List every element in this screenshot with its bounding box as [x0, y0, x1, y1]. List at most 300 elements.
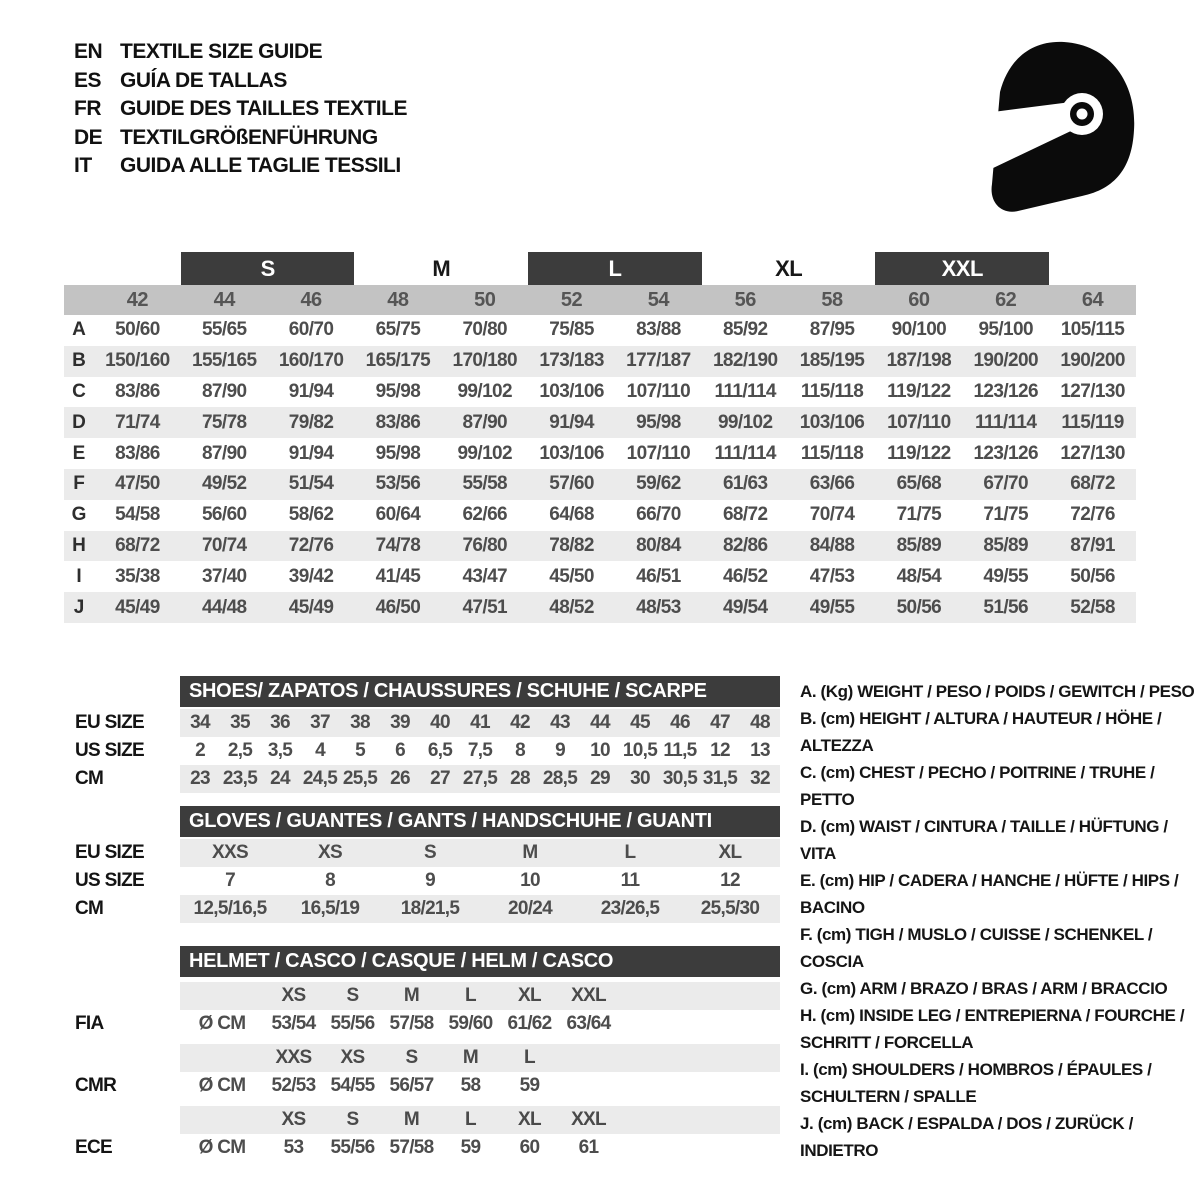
measurement-value: 49/55: [983, 565, 1028, 587]
shoes-value: 31,5: [702, 768, 738, 789]
measurement-value: 70/74: [809, 504, 855, 526]
helmet-size-value: 53: [283, 1137, 304, 1158]
measurement-value: 56/60: [201, 504, 247, 526]
measurement-value: 48/53: [636, 596, 681, 618]
helmet-size-value: 52/53: [271, 1075, 316, 1096]
shoes-value: 10: [590, 740, 610, 761]
helmet-unit-label: Ø CM: [198, 1013, 246, 1034]
measurement-value: 95/100: [978, 319, 1033, 341]
shoes-value: 28: [510, 768, 530, 789]
shoes-value: 13: [750, 740, 770, 761]
shoes-row-label: EU SIZE: [75, 712, 145, 733]
measurement-row: [64, 346, 1136, 377]
measurement-value: 91/94: [549, 411, 594, 433]
measurement-value: 58/62: [288, 504, 334, 526]
shoes-value: 10,5: [622, 740, 658, 761]
helmet-size-label: XXL: [571, 1109, 606, 1130]
measurement-value: 111/114: [714, 380, 776, 402]
measurement-value: 82/86: [722, 534, 768, 556]
size-group-label: S: [181, 252, 355, 285]
helmet-size-label: M: [462, 1047, 479, 1068]
helmet-size-value: 56/57: [389, 1075, 434, 1096]
measurement-value: 90/100: [891, 319, 947, 341]
size-band-value: 46: [300, 288, 322, 311]
measurement-value: 187/198: [886, 350, 952, 372]
helmet-size-value: 59/60: [448, 1013, 493, 1034]
shoes-value: 11,5: [663, 740, 697, 761]
helmet-size-section: [75, 946, 785, 1168]
measurement-row-label: B: [72, 350, 86, 372]
gloves-value: S: [424, 842, 436, 863]
shoes-value: 6: [395, 740, 405, 761]
measurement-value: 61/63: [722, 473, 768, 495]
measurement-value: 63/66: [809, 473, 855, 495]
gloves-row-label: EU SIZE: [75, 842, 145, 863]
measurement-value: 107/110: [626, 442, 691, 464]
measurement-value: 95/98: [375, 380, 421, 402]
helmet-size-value: 55/56: [330, 1137, 375, 1158]
gloves-value: 25,5/30: [700, 898, 760, 919]
measurement-row-label: C: [72, 380, 86, 402]
shoes-value: 3,5: [267, 740, 293, 761]
shoes-value: 39: [390, 712, 410, 733]
measurement-value: 123/126: [973, 442, 1038, 464]
measurement-value: 72/76: [1070, 504, 1115, 526]
helmet-sizes-row-label: [75, 982, 180, 1010]
measurement-value: 119/122: [887, 442, 951, 464]
shoes-value: 34: [190, 712, 210, 733]
shoes-row: [75, 765, 785, 793]
measurement-value: 55/65: [201, 319, 247, 341]
gloves-value: XXS: [212, 842, 248, 863]
measurement-row: [64, 407, 1136, 438]
helmet-size-value: 60: [519, 1137, 540, 1158]
helmet-sizes-row-values: [180, 982, 780, 1010]
helmet-size-value: 55/56: [330, 1013, 375, 1034]
measurement-value: 65/75: [375, 319, 421, 341]
helmet-sizes-row: [75, 982, 785, 1010]
measurement-value: 71/74: [115, 411, 160, 433]
gloves-value: 7: [225, 870, 235, 891]
measurement-value: 155/165: [192, 350, 257, 372]
measurement-value: 45/50: [549, 565, 594, 587]
measurement-value: 35/38: [115, 565, 160, 587]
shoes-value: 36: [270, 712, 290, 733]
gloves-row-label: CM: [75, 898, 104, 919]
helmet-standard-label: ECE: [75, 1137, 112, 1158]
gloves-row-values: [180, 895, 780, 923]
measurement-value: 59/62: [636, 473, 681, 495]
shoes-value: 45: [630, 712, 650, 733]
helmet-icon: [978, 36, 1138, 216]
helmet-size-value: 61/62: [507, 1013, 552, 1034]
gloves-value: 12: [720, 870, 740, 891]
shoes-section-title: SHOES/ ZAPATOS / CHAUSSURES / SCHUHE / SCARPE: [189, 680, 707, 702]
language-row: [74, 67, 407, 96]
legend-item: C. (cm) CHEST / PECHO / POITRINE / TRUHE / PETTO: [800, 763, 1155, 809]
shoes-row: [75, 737, 785, 765]
helmet-sizes-row: [75, 1044, 785, 1072]
measurement-value: 71/75: [896, 504, 942, 526]
measurement-value: 51/54: [288, 473, 334, 495]
shoes-value: 30,5: [662, 768, 698, 789]
measurement-value: 68/72: [722, 504, 768, 526]
measurement-row: [64, 469, 1136, 500]
legend-item: D. (cm) WAIST / CINTURA / TAILLE / HÜFTUNG / VITA: [800, 817, 1168, 863]
shoes-value: 30: [630, 768, 650, 789]
measurement-row: [64, 315, 1136, 346]
helmet-standard-label: CMR: [75, 1075, 117, 1096]
measurement-value: 190/200: [973, 350, 1038, 372]
shoes-row-label: CM: [75, 768, 104, 789]
shoes-value: 4: [315, 740, 325, 761]
measurement-legend: [800, 678, 1200, 1164]
gloves-value: 20/24: [507, 898, 553, 919]
measurement-value: 60/64: [375, 504, 421, 526]
measurement-value: 68/72: [1070, 473, 1115, 495]
measurement-row-label: D: [72, 411, 86, 433]
measurement-value: 67/70: [983, 473, 1028, 495]
measurement-row-label: E: [72, 442, 86, 464]
helmet-size-value: 53/54: [271, 1013, 316, 1034]
shoes-row-values: [180, 765, 780, 793]
helmet-size-value: 58: [460, 1075, 481, 1096]
gloves-row: [75, 839, 785, 867]
helmet-size-label: XXS: [275, 1047, 312, 1068]
measurement-value: 115/118: [800, 380, 864, 402]
shoes-value: 28,5: [542, 768, 578, 789]
measurement-row: [64, 377, 1136, 408]
helmet-size-label: XS: [340, 1047, 365, 1068]
helmet-section-title: HELMET / CASCO / CASQUE / HELM / CASCO: [189, 950, 614, 972]
measurement-value: 48/52: [549, 596, 594, 618]
measurement-value: 48/54: [896, 565, 942, 587]
gloves-value: 8: [325, 870, 335, 891]
shoes-row-values: [180, 709, 780, 737]
measurement-value: 83/86: [115, 380, 160, 402]
shoes-value: 43: [550, 712, 570, 733]
size-group-label: XXL: [875, 252, 1049, 285]
measurement-value: 60/70: [288, 319, 334, 341]
measurement-value: 39/42: [288, 565, 334, 587]
measurement-value: 46/52: [722, 565, 768, 587]
measurement-value: 49/55: [809, 596, 855, 618]
helmet-size-value: 61: [578, 1137, 599, 1158]
size-band-value: 54: [647, 288, 669, 311]
gloves-row: [75, 867, 785, 895]
measurement-value: 150/160: [105, 350, 170, 372]
gloves-value: 12,5/16,5: [193, 898, 267, 919]
shoes-value: 40: [430, 712, 450, 733]
measurement-value: 68/72: [115, 534, 160, 556]
shoes-value: 42: [510, 712, 530, 733]
language-code: FR: [74, 97, 101, 121]
language-code: IT: [74, 154, 92, 178]
legend-item: A. (Kg) WEIGHT / PESO / POIDS / GEWITCH / PESO: [800, 682, 1195, 701]
shoes-size-section: [75, 676, 785, 793]
measurement-value: 70/80: [462, 319, 507, 341]
shoes-section-header: [180, 676, 780, 707]
helmet-size-label: S: [405, 1047, 418, 1068]
measurement-value: 177/187: [626, 350, 691, 372]
measurement-value: 47/50: [115, 473, 160, 495]
helmet-size-value: 59: [519, 1075, 540, 1096]
shoes-value: 5: [355, 740, 365, 761]
helmet-size-label: S: [346, 1109, 359, 1130]
size-band-spacer: [64, 285, 94, 315]
helmet-icon-svg: [978, 36, 1138, 216]
gloves-value: XS: [318, 842, 342, 863]
shoes-row-label: US SIZE: [75, 740, 145, 761]
measurement-value: 115/119: [1061, 411, 1124, 433]
helmet-size-label: XL: [518, 985, 541, 1006]
measurement-value: 103/106: [539, 442, 604, 464]
measurement-row: [64, 438, 1136, 469]
language-row: [74, 124, 407, 153]
measurement-row: [64, 500, 1136, 531]
measurement-value: 87/90: [201, 442, 247, 464]
size-group-spacer: [1049, 252, 1136, 285]
measurement-value: 78/82: [549, 534, 594, 556]
measurement-value: 83/86: [115, 442, 160, 464]
helmet-size-label: XL: [518, 1109, 541, 1130]
measurement-value: 123/126: [973, 380, 1038, 402]
measurement-value: 119/122: [887, 380, 951, 402]
shoes-value: 41: [470, 712, 490, 733]
helmet-rows: [75, 982, 785, 1162]
measurement-value: 62/66: [462, 504, 507, 526]
helmet-sizes-row-label: [75, 1106, 180, 1134]
measurement-row-label: G: [71, 504, 87, 526]
gloves-section-title: GLOVES / GUANTES / GANTS / HANDSCHUHE / GUANTI: [189, 810, 712, 832]
gloves-row-values: [180, 867, 780, 895]
language-row: [74, 95, 407, 124]
measurement-value: 44/48: [201, 596, 247, 618]
language-code: ES: [74, 68, 102, 92]
measurement-row-label: A: [72, 319, 86, 341]
legend-item: H. (cm) INSIDE LEG / ENTREPIERNA / FOURCHE / SCHRITT / FORCELLA: [800, 1006, 1185, 1052]
measurement-value: 76/80: [462, 534, 507, 556]
measurement-value: 47/51: [462, 596, 507, 618]
measurement-row-label: I: [76, 565, 82, 587]
language-title: GUÍA DE TALLAS: [120, 68, 287, 92]
shoes-value: 27,5: [462, 768, 498, 789]
shoes-value: 24: [270, 768, 290, 789]
shoes-value: 32: [750, 768, 770, 789]
measurement-value: 85/89: [896, 534, 942, 556]
measurement-value: 45/49: [288, 596, 334, 618]
measurement-value: 53/56: [375, 473, 421, 495]
measurement-value: 66/70: [636, 504, 681, 526]
helmet-unit-label: Ø CM: [198, 1137, 246, 1158]
measurement-value: 79/82: [288, 411, 334, 433]
measurement-value: 74/78: [375, 534, 421, 556]
language-title: TEXTILGRÖßENFÜHRUNG: [120, 125, 378, 149]
helmet-values-row: [75, 1134, 785, 1162]
helmet-values-row-values: [180, 1134, 780, 1162]
language-code: EN: [74, 40, 103, 64]
measurement-row-label: H: [72, 534, 86, 556]
measurement-value: 83/88: [636, 319, 681, 341]
measurement-value: 99/102: [717, 411, 773, 433]
shoes-value: 38: [350, 712, 370, 733]
measurement-value: 95/98: [375, 442, 421, 464]
shoes-value: 7,5: [467, 740, 493, 761]
measurement-row: [64, 531, 1136, 562]
helmet-size-label: M: [403, 985, 420, 1006]
measurement-value: 103/106: [799, 411, 865, 433]
shoes-row-values: [180, 737, 780, 765]
size-band-value: 56: [734, 288, 756, 311]
measurement-value: 111/114: [714, 442, 776, 464]
helmet-size-value: 59: [460, 1137, 481, 1158]
measurement-value: 170/180: [452, 350, 517, 372]
shoes-value: 6,5: [427, 740, 453, 761]
language-row: [74, 38, 407, 67]
measurement-value: 75/85: [549, 319, 594, 341]
size-band-value: 60: [908, 288, 930, 311]
measurement-value: 65/68: [896, 473, 942, 495]
language-row: [74, 152, 407, 181]
size-group-spacer: [64, 252, 181, 285]
textile-size-table: [64, 252, 1136, 623]
gloves-rows: [75, 839, 785, 923]
helmet-section-header: [180, 946, 780, 977]
gloves-row-values: [180, 839, 780, 867]
shoes-value: 29: [590, 768, 610, 789]
measurement-value: 41/45: [375, 565, 421, 587]
shoes-value: 37: [310, 712, 330, 733]
helmet-unit-label: Ø CM: [198, 1075, 246, 1096]
language-title-list: [74, 38, 407, 181]
size-band-value: 64: [1081, 288, 1104, 311]
measurement-row-label: F: [73, 473, 85, 495]
measurement-value: 71/75: [983, 504, 1028, 526]
measurement-value: 105/115: [1060, 319, 1125, 341]
gloves-value: XL: [718, 842, 742, 863]
measurement-value: 165/175: [365, 350, 431, 372]
shoes-value: 12: [710, 740, 730, 761]
size-group-row: [64, 252, 1136, 285]
measurement-value: 37/40: [201, 565, 247, 587]
size-band-value: 58: [821, 288, 843, 311]
gloves-value: 23/26,5: [600, 898, 660, 919]
shoes-value: 47: [710, 712, 730, 733]
measurement-value: 87/95: [809, 319, 855, 341]
gloves-row-label: US SIZE: [75, 870, 145, 891]
measurement-value: 64/68: [549, 504, 594, 526]
gloves-value: 10: [520, 870, 540, 891]
measurement-value: 54/58: [115, 504, 160, 526]
measurement-value: 72/76: [288, 534, 334, 556]
helmet-sizes-row-label: [75, 1044, 180, 1072]
measurement-value: 107/110: [626, 380, 691, 402]
measurement-row-label: J: [73, 596, 85, 618]
size-band-value: 62: [995, 288, 1017, 311]
measurement-value: 84/88: [809, 534, 855, 556]
helmet-size-label: L: [465, 985, 476, 1006]
measurement-value: 99/102: [457, 380, 512, 402]
shoes-value: 48: [750, 712, 770, 733]
measurement-value: 107/110: [887, 411, 951, 433]
language-title: TEXTILE SIZE GUIDE: [120, 40, 323, 64]
measurement-value: 49/52: [201, 473, 247, 495]
helmet-values-row: [75, 1072, 785, 1100]
measurement-value: 160/170: [278, 350, 344, 372]
gloves-value: 9: [425, 870, 435, 891]
measurement-value: 45/49: [115, 596, 160, 618]
measurement-value: 87/90: [201, 380, 247, 402]
gloves-section-header: [180, 806, 780, 837]
measurement-value: 173/183: [539, 350, 604, 372]
helmet-sizes-row-values: [180, 1044, 780, 1072]
measurement-value: 80/84: [636, 534, 681, 556]
measurement-value: 87/90: [462, 411, 507, 433]
helmet-sizes-row-values: [180, 1106, 780, 1134]
legend-item: B. (cm) HEIGHT / ALTURA / HAUTEUR / HÖHE / ALTEZZA: [800, 709, 1162, 755]
measurement-value: 57/60: [549, 473, 594, 495]
measurement-value: 99/102: [457, 442, 512, 464]
gloves-row: [75, 895, 785, 923]
helmet-values-row: [75, 1010, 785, 1038]
size-band-row: [64, 285, 1136, 315]
shoes-value: 44: [590, 712, 610, 733]
measurement-value: 50/56: [1070, 565, 1115, 587]
measurement-value: 91/94: [288, 442, 334, 464]
measurement-value: 75/78: [201, 411, 247, 433]
measurement-value: 127/130: [1060, 380, 1125, 402]
helmet-size-value: 57/58: [389, 1137, 434, 1158]
size-band-value: 48: [387, 288, 409, 311]
helmet-sizes-row: [75, 1106, 785, 1134]
measurement-value: 47/53: [809, 565, 855, 587]
helmet-size-value: 54/55: [330, 1075, 375, 1096]
shoes-value: 27: [430, 768, 450, 789]
measurement-row: [64, 592, 1136, 623]
measurement-row: [64, 561, 1136, 592]
helmet-standard-label: FIA: [75, 1013, 104, 1034]
measurement-value: 95/98: [636, 411, 681, 433]
helmet-values-row-values: [180, 1072, 780, 1100]
shoes-row: [75, 709, 785, 737]
size-band-value: 42: [126, 288, 149, 311]
legend-item: G. (cm) ARM / BRAZO / BRAS / ARM / BRACCIO: [800, 979, 1168, 998]
measurement-value: 115/118: [800, 442, 864, 464]
shoes-value: 35: [230, 712, 250, 733]
measurement-value: 87/91: [1070, 534, 1115, 556]
gloves-value: L: [624, 842, 636, 863]
measurement-value: 46/50: [375, 596, 421, 618]
shoes-value: 25,5: [342, 768, 378, 789]
gloves-value: 18/21,5: [400, 898, 460, 919]
measurement-value: 190/200: [1060, 350, 1125, 372]
measurement-value: 85/92: [722, 319, 768, 341]
helmet-values-row-values: [180, 1010, 780, 1038]
shoes-value: 24,5: [302, 768, 338, 789]
shoes-value: 8: [515, 740, 525, 761]
measurement-value: 83/86: [375, 411, 421, 433]
helmet-size-label: L: [524, 1047, 535, 1068]
legend-item: I. (cm) SHOULDERS / HOMBROS / ÉPAULES / SCHULTERN / SPALLE: [800, 1060, 1152, 1106]
helmet-size-label: L: [465, 1109, 476, 1130]
measurement-value: 46/51: [636, 565, 681, 587]
size-band-value: 44: [213, 288, 235, 311]
measurement-value: 52/58: [1070, 596, 1115, 618]
measurement-value: 111/114: [975, 411, 1037, 433]
helmet-size-value: 63/64: [566, 1013, 611, 1034]
size-band-value: 52: [560, 288, 583, 311]
measurement-value: 182/190: [712, 350, 778, 372]
